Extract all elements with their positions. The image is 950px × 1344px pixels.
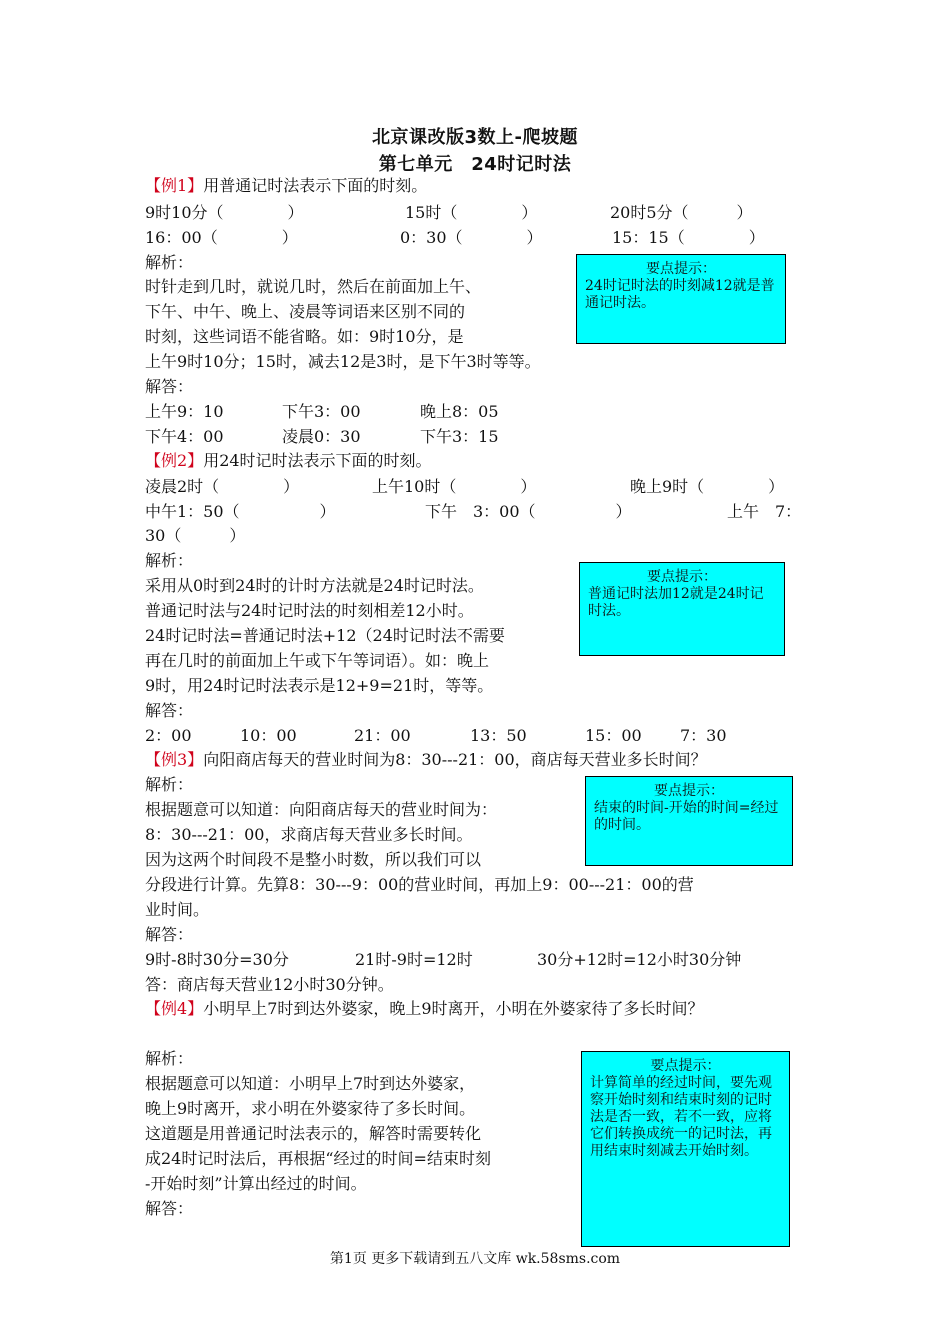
ex4-tag: 【例4】: [145, 999, 204, 1018]
page-footer: 第1页 更多下载请到五八文库 wk.58sms.com: [329, 1251, 621, 1267]
tip-heading: 要点提示：: [647, 569, 717, 585]
ex4-question: 【例4】小明早上7时到达外婆家，晚上9时离开，小明在外婆家待了多长时间？: [145, 999, 704, 1018]
ex3-analysis-line: 根据题意可以知道：向阳商店每天的营业时间为：: [145, 800, 498, 819]
ex2-answer: 2：00: [145, 726, 192, 745]
ex1-answer-label: 解答：: [145, 377, 194, 396]
ex3-analysis-line: 业时间。: [145, 900, 210, 919]
ex2-tip-box: [579, 562, 785, 656]
ex1-q6: 15：15（ ）: [612, 228, 765, 247]
ex4-answer-label: 解答：: [145, 1199, 194, 1218]
ex2-question: 【例2】用24时记时法表示下面的时刻。: [145, 451, 432, 470]
ex3-question: 【例3】向阳商店每天的营业时间为8：30---21：00，商店每天营业多长时间？: [145, 750, 707, 769]
ex2-answer: 21：00: [354, 726, 411, 745]
ex1-answer: 下午3：15: [420, 427, 499, 446]
ex2-q2: 上午10时（ ）: [372, 477, 537, 496]
ex1-answer: 凌晨0：30: [282, 427, 361, 446]
ex2-q1: 凌晨2时（ ）: [145, 477, 300, 496]
ex4-tip-box: [581, 1051, 790, 1247]
ex2-q6-cont: 30（ ）: [145, 526, 246, 545]
ex1-answer: 下午4：00: [145, 427, 224, 446]
ex4-analysis-line: 这道题是用普通记时法表示的，解答时需要转化: [145, 1124, 482, 1143]
ex3-analysis-line: 因为这两个时间段不是整小时数，所以我们可以: [145, 850, 482, 869]
ex4-analysis-line: 成24时记时法后，再根据“经过的时间=结束时刻: [145, 1149, 491, 1168]
ex3-answer-label: 解答：: [145, 925, 194, 944]
ex1-q4: 16：00（ ）: [145, 228, 298, 247]
ex1-analysis-line: 上午9时10分；15时，减去12是3时，是下午3时等等。: [145, 352, 541, 371]
ex1-answer: 下午3：00: [282, 402, 361, 421]
ex2-answer-label: 解答：: [145, 701, 194, 720]
ex1-tag: 【例1】: [145, 176, 204, 195]
tip-heading: 要点提示：: [650, 1058, 721, 1074]
tip-text: 结束的时间-开始的时间=经过的时间。: [594, 800, 779, 833]
ex2-analysis-line: 9时，用24时记时法表示是12+9=21时，等等。: [145, 676, 494, 695]
ex1-analysis-line: 下午、中午、晚上、凌晨等词语来区别不同的: [145, 302, 466, 321]
ex2-analysis-line: 采用从0时到24时的计时方法就是24时记时法。: [145, 576, 484, 595]
ex2-analysis-line: 普通记时法与24时记时法的时刻相差12小时。: [145, 601, 474, 620]
tip-heading: 要点提示：: [654, 783, 724, 799]
doc-title: 北京课改版3数上-爬坡题: [372, 127, 578, 148]
ex2-answer: 15：00: [585, 726, 642, 745]
ex2-analysis-line: 24时记时法=普通记时法+12（24时记时法不需要: [145, 626, 505, 645]
ex4-analysis-line: 晚上9时离开，求小明在外婆家待了多长时间。: [145, 1099, 476, 1118]
ex1-q2: 15时（ ）: [405, 203, 538, 222]
ex2-answer: 10：00: [240, 726, 297, 745]
ex1-q3: 20时5分（ ）: [610, 203, 753, 222]
ex2-answer: 7：30: [680, 726, 727, 745]
tip-text: 计算简单的经过时间，要先观察开始时刻和结束时刻的记时法是否一致，若不一致，应将它们转换成统一的记时法，再用结束时刻减去开始时刻。: [590, 1075, 772, 1159]
ex3-calc: 30分+12时=12小时30分钟: [537, 950, 742, 969]
ex1-answer: 上午9：10: [145, 402, 224, 421]
ex3-calc: 9时-8时30分=30分: [145, 950, 289, 969]
ex3-analysis-line: 8：30---21：00，求商店每天营业多长时间。: [145, 825, 473, 844]
ex1-answer: 晚上8：05: [420, 402, 499, 421]
ex1-q5: 0：30（ ）: [400, 228, 543, 247]
ex2-q4: 中午1：50（ ）: [145, 502, 336, 521]
ex1-question: 【例1】用普通记时法表示下面的时刻。: [145, 176, 428, 195]
ex2-q3: 晚上9时（ ）: [630, 477, 785, 496]
ex1-q1: 9时10分（ ）: [145, 203, 304, 222]
ex2-tag: 【例2】: [145, 451, 204, 470]
tip-text: 24时记时法的时刻减12就是普通记时法。: [585, 278, 775, 311]
ex2-analysis-line: 再在几时的前面加上午或下午等词语）。如：晚上: [145, 651, 490, 670]
ex1-analysis-line: 时针走到几时，就说几时，然后在前面加上午、: [145, 277, 482, 296]
ex3-final-answer: 答：商店每天营业12小时30分钟。: [145, 975, 394, 994]
ex2-answer: 13：50: [470, 726, 527, 745]
ex1-analysis-label: 解析：: [145, 253, 194, 272]
ex3-tip-box: [585, 776, 793, 866]
ex2-q5: 下午 3：00（ ）: [425, 502, 632, 521]
ex1-analysis-line: 时刻，这些词语不能省略。如：9时10分，是: [145, 327, 464, 346]
tip-heading: 要点提示：: [646, 261, 716, 277]
ex3-calc: 21时-9时=12时: [355, 950, 473, 969]
ex4-analysis-line: 根据题意可以知道：小明早上7时到达外婆家，: [145, 1074, 476, 1093]
ex3-analysis-line: 分段进行计算。先算8：30---9：00的营业时间，再加上9：00---21：00的营: [145, 875, 694, 894]
ex4-analysis-line: -开始时刻”计算出经过的时间。: [145, 1174, 367, 1193]
tip-text: 普通记时法加12就是24时记时法。: [588, 586, 764, 619]
ex4-analysis-label: 解析：: [145, 1049, 194, 1068]
ex3-tag: 【例3】: [145, 750, 204, 769]
ex2-q6: 上午 7：: [727, 502, 802, 521]
doc-subtitle: 第七单元 24时记时法: [378, 154, 572, 175]
ex2-analysis-label: 解析：: [145, 551, 194, 570]
ex1-tip-box: [576, 254, 786, 344]
ex3-analysis-label: 解析：: [145, 775, 194, 794]
